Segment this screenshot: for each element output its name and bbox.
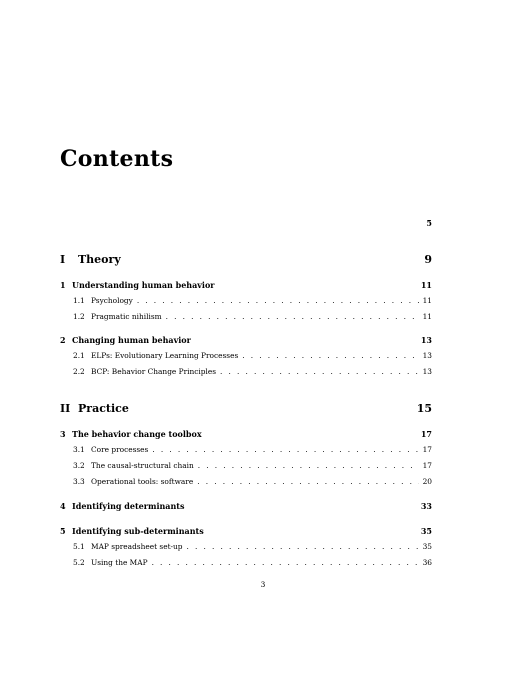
toc-section-3-3[interactable]	[60, 477, 432, 486]
toc-chapter-4[interactable]	[60, 501, 432, 511]
toc-chapter-label: Changing human behavior	[72, 335, 191, 345]
toc-section-label: ELPs: Evolutionary Learning Processes	[91, 351, 239, 360]
toc-page-number: 9	[424, 253, 432, 266]
toc-page-number: 11	[422, 312, 432, 321]
toc-page-number: 11	[422, 296, 432, 305]
toc-part-label: Theory	[78, 253, 121, 266]
toc-section-number: 1.1	[73, 296, 85, 305]
page-number: 3	[260, 580, 266, 589]
toc-chapter-number: 1	[60, 280, 66, 290]
toc-chapter-3[interactable]	[60, 429, 432, 439]
toc-page-number: 20	[422, 477, 432, 486]
toc-section-label: Operational tools: software	[91, 477, 194, 486]
toc-section-number: 2.2	[73, 367, 85, 376]
toc-part-practice[interactable]	[60, 402, 432, 415]
toc-section-label: The causal-structural chain	[91, 461, 194, 470]
toc-section-3-1[interactable]	[60, 445, 432, 454]
toc-dot-leader	[152, 445, 418, 454]
toc-chapter-label: Understanding human behavior	[72, 280, 215, 290]
toc-chapter-number: 4	[60, 501, 66, 511]
toc-chapter-label: Identifying sub-determinants	[72, 526, 204, 536]
toc-section-3-2[interactable]	[60, 461, 432, 470]
toc-part-label: Practice	[78, 402, 129, 415]
toc-dot-leader	[220, 367, 419, 376]
toc-dot-leader	[187, 542, 419, 551]
toc-page-number: 17	[422, 445, 432, 454]
toc-section-2-1[interactable]	[60, 351, 432, 360]
toc-dot-leader	[137, 296, 419, 305]
toc-section-label: Using the MAP	[91, 558, 148, 567]
toc-section-label: MAP spreadsheet set-up	[91, 542, 183, 551]
toc-part-number: I	[60, 253, 66, 266]
toc-page-number: 11	[420, 280, 432, 290]
toc-page-number: 17	[420, 429, 432, 439]
toc-section-label: Pragmatic nihilism	[91, 312, 162, 321]
toc-page-number: 35	[420, 526, 432, 536]
toc-chapter-1[interactable]	[60, 280, 432, 290]
toc-section-label: BCP: Behavior Change Principles	[91, 367, 217, 376]
toc-section-1-2[interactable]	[60, 312, 432, 321]
toc-page-number: 15	[416, 402, 432, 415]
toc-page-number: 36	[422, 558, 432, 567]
toc-chapter-5[interactable]	[60, 526, 432, 536]
toc-chapter-label: The behavior change toolbox	[72, 429, 202, 439]
toc-section-1-1[interactable]	[60, 296, 432, 305]
toc-page-number: 13	[422, 367, 432, 376]
toc-dot-leader	[242, 351, 418, 360]
toc-section-5-1[interactable]	[60, 542, 432, 551]
toc-section-number: 2.1	[73, 351, 85, 360]
toc-chapter-label: Identifying determinants	[72, 501, 185, 511]
toc-dot-leader	[166, 312, 419, 321]
page-title: Contents	[60, 146, 174, 172]
toc-chapter-number: 3	[60, 429, 66, 439]
toc-page-number: 35	[422, 542, 432, 551]
toc-page-number: 33	[420, 501, 432, 511]
toc-section-number: 5.1	[73, 542, 85, 551]
toc-entry-unnumbered[interactable]	[60, 218, 432, 228]
toc-section-number: 1.2	[73, 312, 85, 321]
toc-part-number: II	[60, 402, 71, 415]
toc-section-number: 3.3	[73, 477, 85, 486]
toc-section-5-2[interactable]	[60, 558, 432, 567]
toc-section-2-2[interactable]	[60, 367, 432, 376]
toc-part-theory[interactable]	[60, 253, 432, 266]
toc-section-label: Psychology	[91, 296, 133, 305]
toc-chapter-number: 5	[60, 526, 66, 536]
toc-section-number: 5.2	[73, 558, 85, 567]
toc-section-number: 3.1	[73, 445, 85, 454]
toc-section-number: 3.2	[73, 461, 85, 470]
toc-page-number: 17	[422, 461, 432, 470]
toc-page-number: 13	[420, 335, 432, 345]
toc-page-number: 13	[422, 351, 432, 360]
toc-dot-leader	[197, 477, 418, 486]
toc-dot-leader	[152, 558, 419, 567]
toc-page-number: 5	[426, 218, 432, 228]
toc-section-label: Core processes	[91, 445, 149, 454]
toc-chapter-number: 2	[60, 335, 66, 345]
toc-chapter-2[interactable]	[60, 335, 432, 345]
toc-dot-leader	[198, 461, 419, 470]
